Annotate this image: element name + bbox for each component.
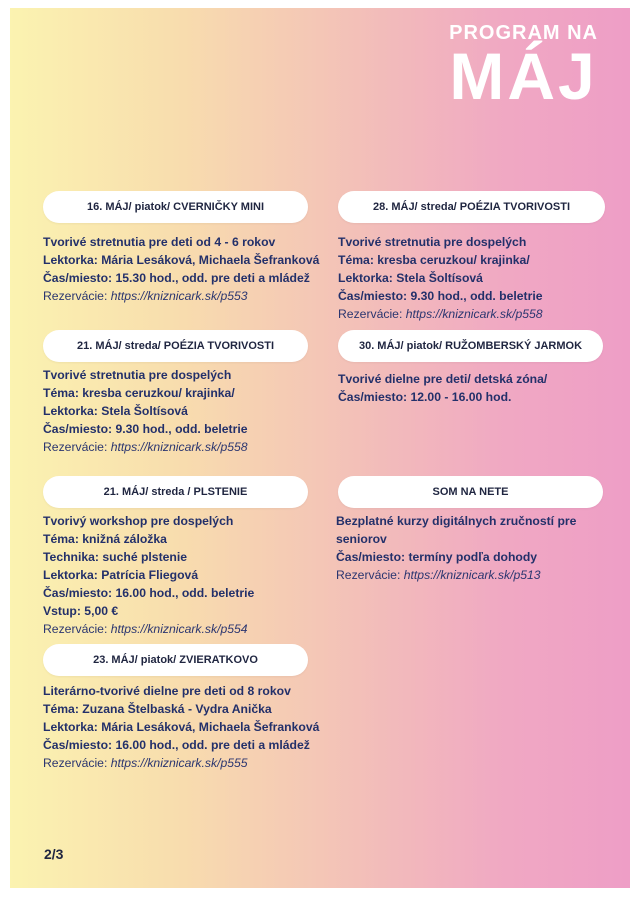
event-details xyxy=(336,512,576,584)
reservation-line xyxy=(43,287,319,305)
reservation-label: Rezervácie: xyxy=(43,756,108,770)
event-line: Lektorka: Patrícia Fliegová xyxy=(43,568,199,582)
event-line: Tvorivé dielne pre deti/ detská zóna/ xyxy=(338,372,548,386)
event-line: Bezplatné kurzy digitálnych zručností pre xyxy=(336,514,577,528)
page-header xyxy=(449,22,598,113)
event-details xyxy=(43,233,319,305)
reservation-line xyxy=(336,566,576,584)
event-line: Tvorivé stretnutia pre dospelých xyxy=(338,235,527,249)
event-line: Téma: Zuzana Štelbaská - Vydra Anička xyxy=(43,702,272,716)
event-line: Vstup: 5,00 € xyxy=(43,604,119,618)
event-details xyxy=(43,682,319,772)
event-line: Lektorka: Mária Lesáková, Michaela Šefranková xyxy=(43,720,320,734)
event-line: Čas/miesto: 16.00 hod., odd. beletrie xyxy=(43,586,255,600)
event-line: Čas/miesto: 15.30 hod., odd. pre deti a mládež xyxy=(43,271,310,285)
event-line: Čas/miesto: 12.00 - 16.00 hod. xyxy=(338,390,512,404)
event-title-pill: 21. MÁJ/ streda / PLSTENIE xyxy=(43,476,308,508)
reservation-label: Rezervácie: xyxy=(43,289,108,303)
event-details xyxy=(43,512,254,638)
reservation-link[interactable]: https://kniznicark.sk/p555 xyxy=(110,756,248,770)
event-title-pill: SOM NA NETE xyxy=(338,476,603,508)
event-line: Tvorivý workshop pre dospelých xyxy=(43,514,234,528)
event-line: Lektorka: Stela Šoltísová xyxy=(43,404,188,418)
event-line: Téma: kresba ceruzkou/ krajinka/ xyxy=(43,386,235,400)
event-line: Čas/miesto: 9.30 hod., odd. beletrie xyxy=(338,289,543,303)
event-details xyxy=(338,233,543,323)
event-details xyxy=(43,366,248,456)
header-month: MÁJ xyxy=(449,39,598,113)
reservation-link[interactable]: https://kniznicark.sk/p558 xyxy=(405,307,543,321)
event-line: Čas/miesto: 9.30 hod., odd. beletrie xyxy=(43,422,248,436)
reservation-label: Rezervácie: xyxy=(43,440,108,454)
event-line: Tvorivé stretnutia pre dospelých xyxy=(43,368,232,382)
event-title-pill: 28. MÁJ/ streda/ POÉZIA TVORIVOSTI xyxy=(338,191,605,223)
event-title-pill: 16. MÁJ/ piatok/ CVERNIČKY MINI xyxy=(43,191,308,223)
reservation-link[interactable]: https://kniznicark.sk/p554 xyxy=(110,622,248,636)
reservation-label: Rezervácie: xyxy=(43,622,108,636)
event-line: seniorov xyxy=(336,532,387,546)
reservation-line xyxy=(43,620,254,638)
event-line: Čas/miesto: 16.00 hod., odd. pre deti a mládež xyxy=(43,738,310,752)
header-title: PROGRAM NA xyxy=(449,22,598,44)
event-title-pill: 21. MÁJ/ streda/ POÉZIA TVORIVOSTI xyxy=(43,330,308,362)
event-line: Lektorka: Stela Šoltísová xyxy=(338,271,483,285)
event-line: Technika: suché plstenie xyxy=(43,550,188,564)
page-number: 2/3 xyxy=(44,846,64,862)
reservation-link[interactable]: https://kniznicark.sk/p513 xyxy=(403,568,541,582)
event-line: Lektorka: Mária Lesáková, Michaela Šefranková xyxy=(43,253,320,267)
event-title-pill: 23. MÁJ/ piatok/ ZVIERATKOVO xyxy=(43,644,308,676)
event-details xyxy=(338,370,547,406)
reservation-line xyxy=(43,754,319,772)
reservation-label: Rezervácie: xyxy=(338,307,403,321)
reservation-link[interactable]: https://kniznicark.sk/p553 xyxy=(110,289,248,303)
event-line: Téma: knižná záložka xyxy=(43,532,167,546)
reservation-link[interactable]: https://kniznicark.sk/p558 xyxy=(110,440,248,454)
event-line: Tvorivé stretnutia pre deti od 4 - 6 rokov xyxy=(43,235,276,249)
reservation-label: Rezervácie: xyxy=(336,568,401,582)
event-line: Literárno-tvorivé dielne pre deti od 8 rokov xyxy=(43,684,291,698)
event-title-pill: 30. MÁJ/ piatok/ RUŽOMBERSKÝ JARMOK xyxy=(338,330,603,362)
reservation-line xyxy=(338,305,543,323)
reservation-line xyxy=(43,438,248,456)
event-line: Čas/miesto: termíny podľa dohody xyxy=(336,550,538,564)
event-line: Téma: kresba ceruzkou/ krajinka/ xyxy=(338,253,530,267)
